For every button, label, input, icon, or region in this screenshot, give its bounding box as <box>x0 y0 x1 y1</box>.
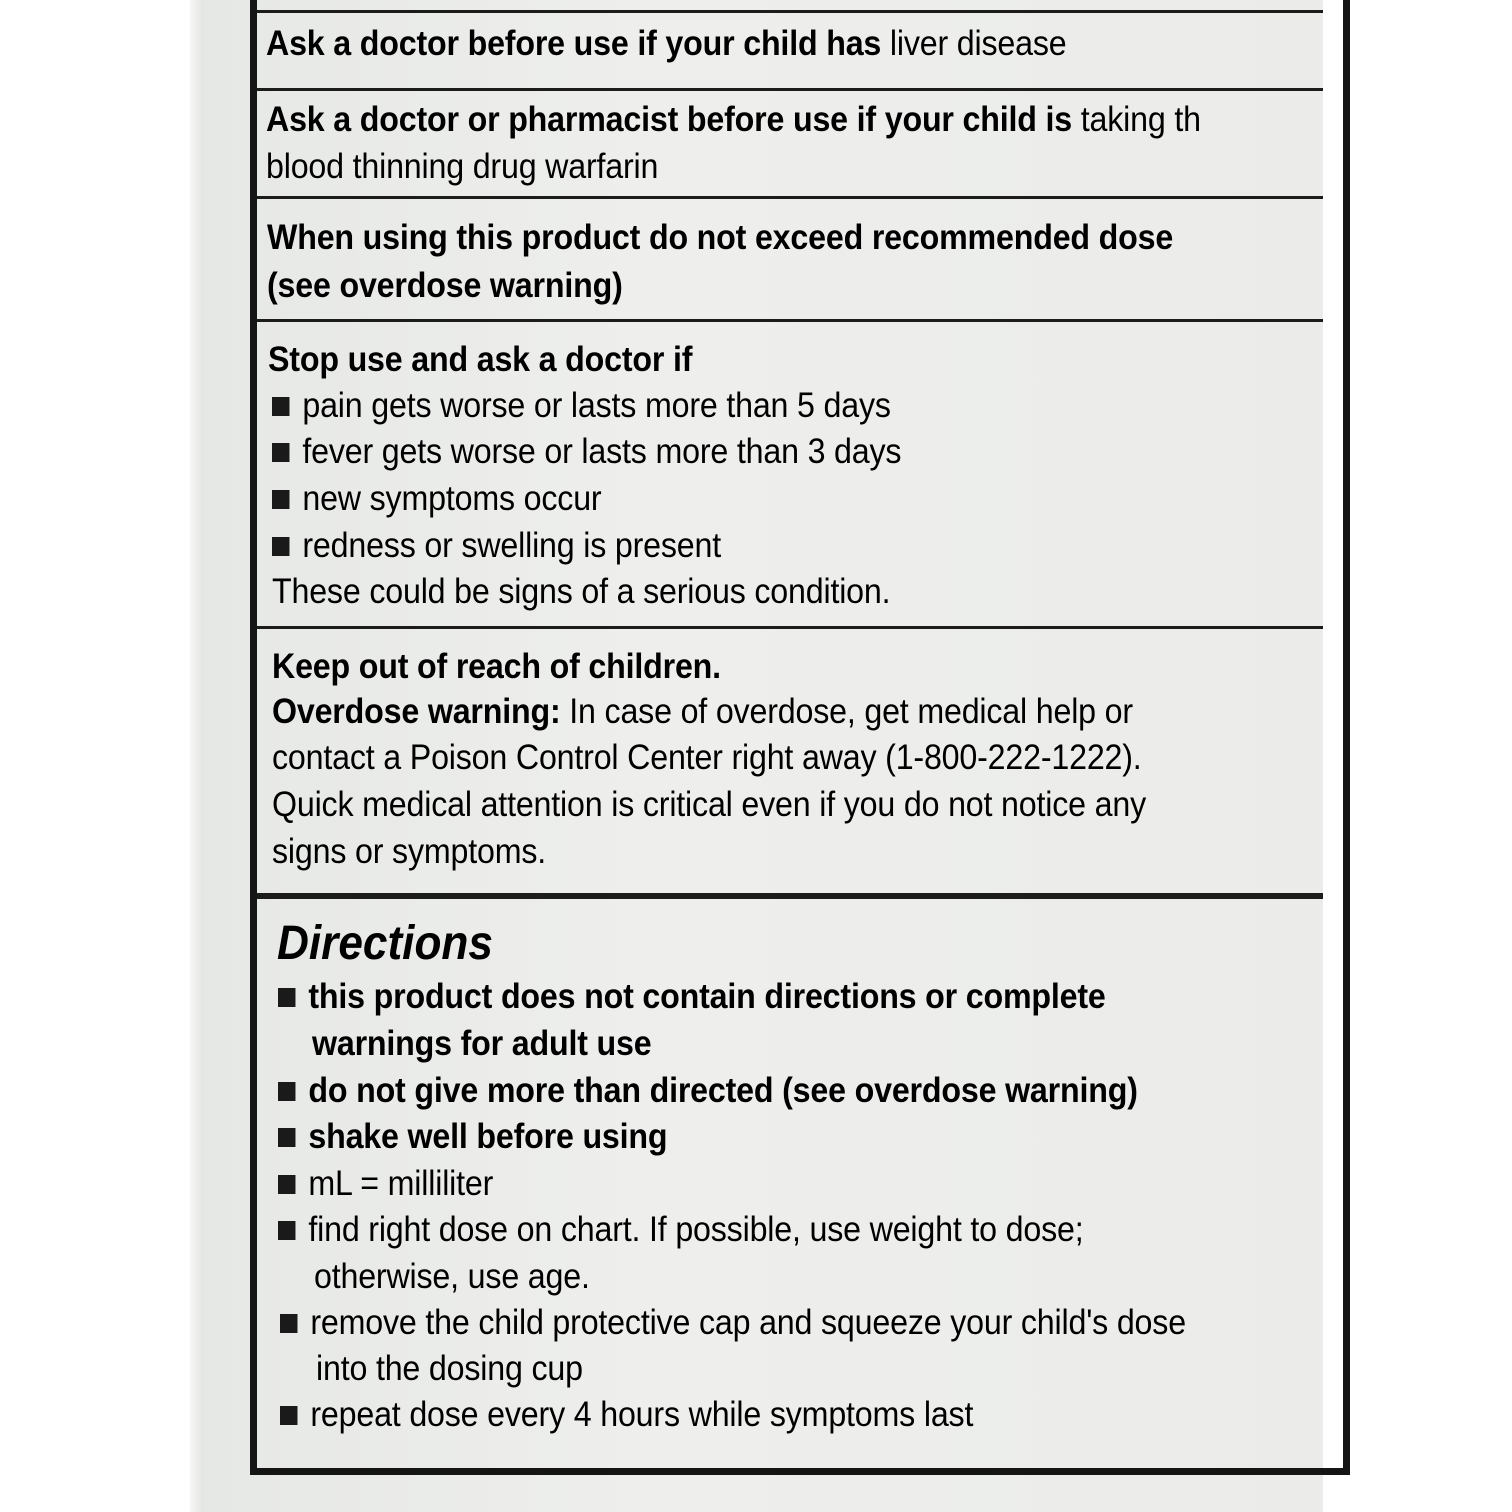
directions-item: shake well before using <box>278 1113 667 1160</box>
overdose-warning-line3: Quick medical attention is critical even if you do not notice any <box>272 785 1146 824</box>
when-using-line1: When using this product do not exceed recommended dose <box>267 218 1174 257</box>
stop-use-heading: Stop use and ask a doctor if <box>268 340 693 379</box>
divider <box>257 10 1323 13</box>
directions-item-cont: warnings for adult use <box>312 1024 652 1063</box>
when-using-line2: (see overdose warning) <box>267 266 623 305</box>
stop-use-item: fever gets worse or lasts more than 3 days <box>272 428 901 475</box>
directions-heading: Directions <box>277 917 493 970</box>
section-divider <box>257 893 1323 899</box>
overdose-warning-line4: signs or symptoms. <box>272 832 547 871</box>
stop-use-item: new symptoms occur <box>272 475 601 522</box>
overdose-warning-line2: contact a Poison Control Center right away (1-800-222-1222). <box>272 738 1142 777</box>
liver-warning <box>266 20 1067 67</box>
overdose-warning-line1 <box>272 688 1133 735</box>
stop-use-note: These could be signs of a serious condition. <box>272 572 891 611</box>
keep-out-heading: Keep out of reach of children. <box>272 647 721 686</box>
directions-item: do not give more than directed (see overdose warning) <box>278 1067 1138 1114</box>
directions-item: find right dose on chart. If possible, use weight to dose; <box>278 1206 1083 1253</box>
directions-item: mL = milliliter <box>278 1160 493 1207</box>
warfarin-warning-text: taking th <box>1072 100 1201 139</box>
warfarin-warning-line2: blood thinning drug warfarin <box>266 147 659 186</box>
directions-item-cont: otherwise, use age. <box>314 1257 590 1296</box>
liver-warning-bold: Ask a doctor before use if your child has <box>266 24 882 63</box>
directions-item: this product does not contain directions or complete <box>278 973 1106 1020</box>
warfarin-warning-bold: Ask a doctor or pharmacist before use if your child is <box>266 100 1073 139</box>
overdose-warning-label: Overdose warning: <box>272 692 561 731</box>
directions-item: remove the child protective cap and squeeze your child's dose <box>280 1299 1186 1346</box>
divider <box>257 88 1323 91</box>
warfarin-warning <box>266 96 1201 143</box>
stop-use-item: redness or swelling is present <box>272 522 721 569</box>
package-edge <box>190 0 204 1512</box>
stop-use-item: pain gets worse or lasts more than 5 days <box>272 382 891 429</box>
liver-warning-text: liver disease <box>881 24 1067 63</box>
divider <box>257 196 1323 199</box>
directions-item: repeat dose every 4 hours while symptoms last <box>280 1391 973 1438</box>
overdose-warning-text: In case of overdose, get medical help or <box>560 692 1133 731</box>
divider <box>257 626 1323 629</box>
divider <box>257 319 1323 322</box>
directions-item-cont: into the dosing cup <box>316 1349 583 1388</box>
